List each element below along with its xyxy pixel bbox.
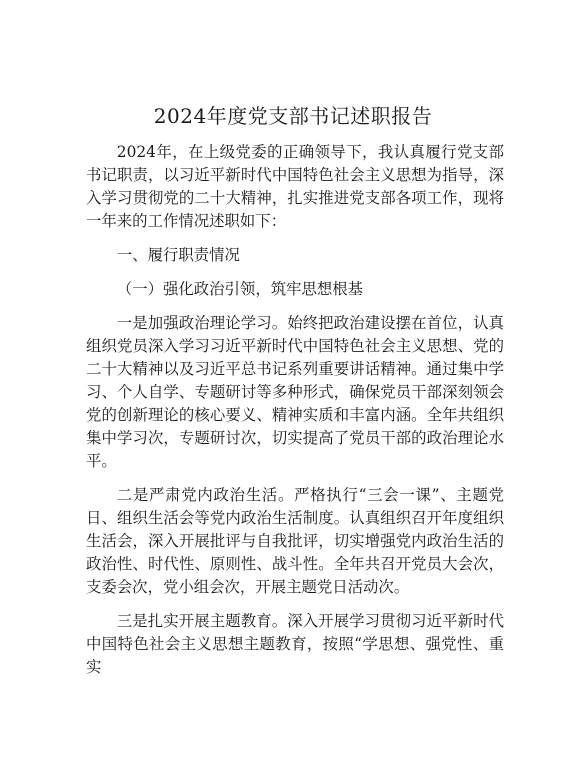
document-title: 2024年度党支部书记述职报告 [153, 104, 433, 128]
subsection-heading: （一）强化政治引领，筑牢思想根基 [116, 280, 364, 298]
body-paragraph: 三是扎实开展主题教育。深入开展学习贯彻习近平新时代中国特色社会主义思想主题教育，按照“学思想、强党性、重实 [86, 612, 504, 676]
body-paragraph: 二是严肃党内政治生活。严格执行“三会一课”、主题党日、组织生活会等党内政治生活制度。认真组织召开年度组织生活会，深入开展批评与自我批评，切实增强党内政治生活的政治性、时代性、原则性、战斗性。全年共召开党员大会次，支委会次，党小组会次，开展主题党日活动次。 [86, 486, 504, 596]
document-body [86, 141, 504, 690]
intro-paragraph: 2024年，在上级党委的正确领导下，我认真履行党支部书记职责，以习近平新时代中国特色社会主义思想为指导，深入学习贯彻党的二十大精神，扎实推进党支部各项工作，现将一年来的工作情况述职如下： [86, 143, 504, 230]
body-paragraph: 一是加强政治理论学习。始终把政治建设摆在首位，认真组织党员深入学习习近平新时代中国特色社会主义思想、党的二十大精神以及习近平总书记系列重要讲话精神。通过集中学习、个人自学、专题研讨等多种形式，确保党员干部深刻领会党的创新理论的核心要义、精神实质和丰富内涵。全年共组织集中学习次，专题研讨次，切实提高了党员干部的政治理论水平。 [86, 314, 504, 470]
section-heading: 一、履行职责情况 [116, 246, 240, 264]
